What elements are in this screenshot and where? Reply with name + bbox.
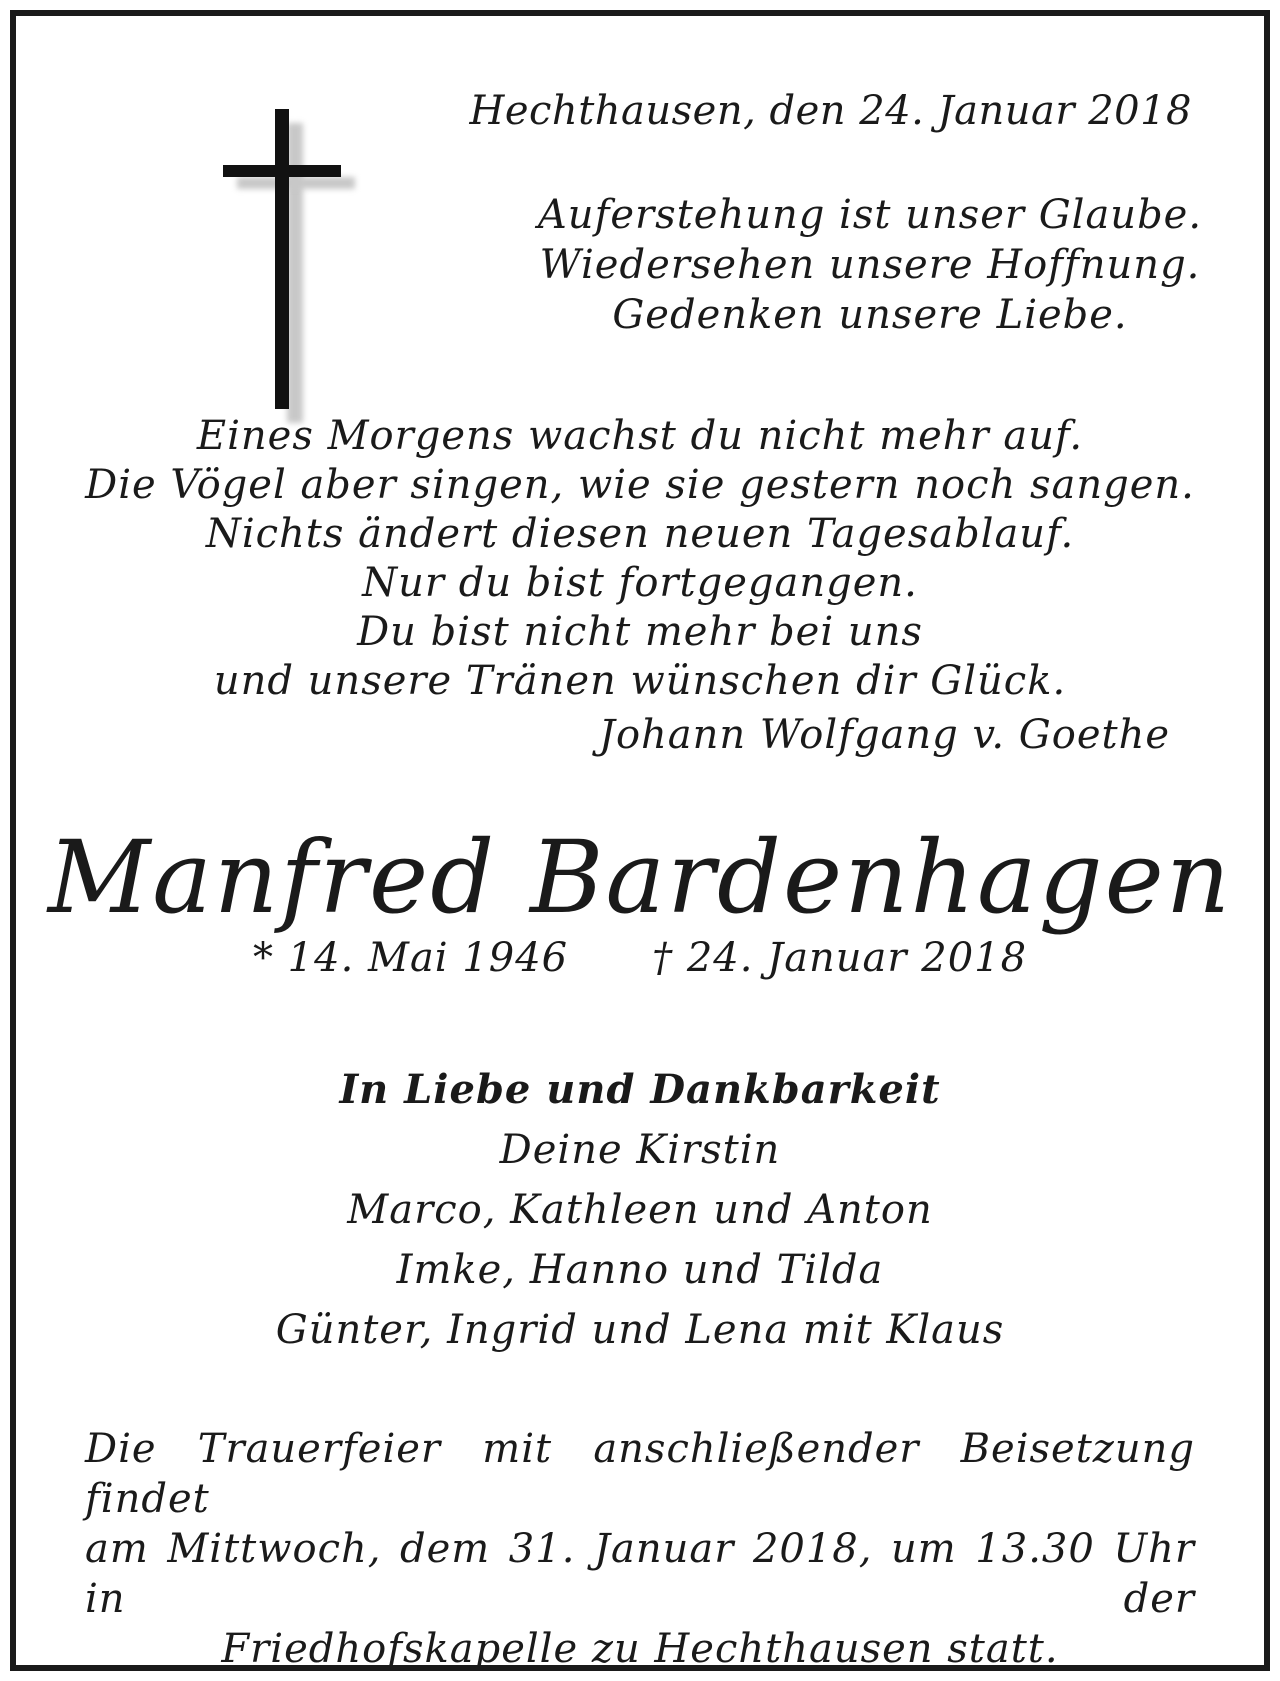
place-date: Hechthausen, den 24. Januar 2018: [469, 88, 1192, 134]
notice-line: Die Trauerfeier mit anschließender Beisetzung findet: [85, 1426, 1195, 1522]
mourner-line: Marco, Kathleen und Anton: [347, 1187, 933, 1233]
notice-line: Friedhofskapelle zu Hechthausen statt.: [221, 1626, 1059, 1672]
mourner-line: Imke, Hanno und Tilda: [396, 1247, 884, 1293]
life-dates: [40, 935, 1240, 981]
notice-line: am Mittwoch, dem 31. Januar 2018, um 13.30 Uhr in der: [85, 1526, 1195, 1622]
poem-author: Johann Wolfgang v. Goethe: [598, 712, 1170, 758]
mourner-line: Günter, Ingrid und Lena mit Klaus: [275, 1307, 1005, 1353]
mourners: [40, 1060, 1240, 1360]
poem-line: Nur du bist fortgegangen.: [362, 560, 918, 606]
motto-line: Auferstehung ist unser Glaube.: [537, 192, 1203, 238]
motto-line: Gedenken unsere Liebe.: [612, 292, 1128, 338]
poem-line: Du bist nicht mehr bei uns: [357, 609, 923, 655]
deceased-name: Manfred Bardenhagen: [47, 819, 1233, 936]
poem-line: Die Vögel aber singen, wie sie gestern noch sangen.: [85, 462, 1195, 508]
mourner-line: Deine Kirstin: [499, 1127, 781, 1173]
birth-date: * 14. Mai 1946: [252, 935, 569, 981]
poem-line: und unsere Tränen wünschen dir Glück.: [213, 658, 1067, 704]
cross-icon: [223, 109, 347, 415]
poem-line: Nichts ändert diesen neuen Tagesablauf.: [205, 511, 1075, 557]
death-date: † 24. Januar 2018: [652, 935, 1028, 981]
motto-line: Wiedersehen unsere Hoffnung.: [539, 242, 1201, 288]
poem-line: Eines Morgens wachst du nicht mehr auf.: [196, 413, 1084, 459]
mourners-heading: In Liebe und Dankbarkeit: [339, 1066, 941, 1113]
poem: [40, 412, 1240, 706]
motto: [530, 190, 1210, 340]
funeral-notice: [85, 1424, 1195, 1674]
